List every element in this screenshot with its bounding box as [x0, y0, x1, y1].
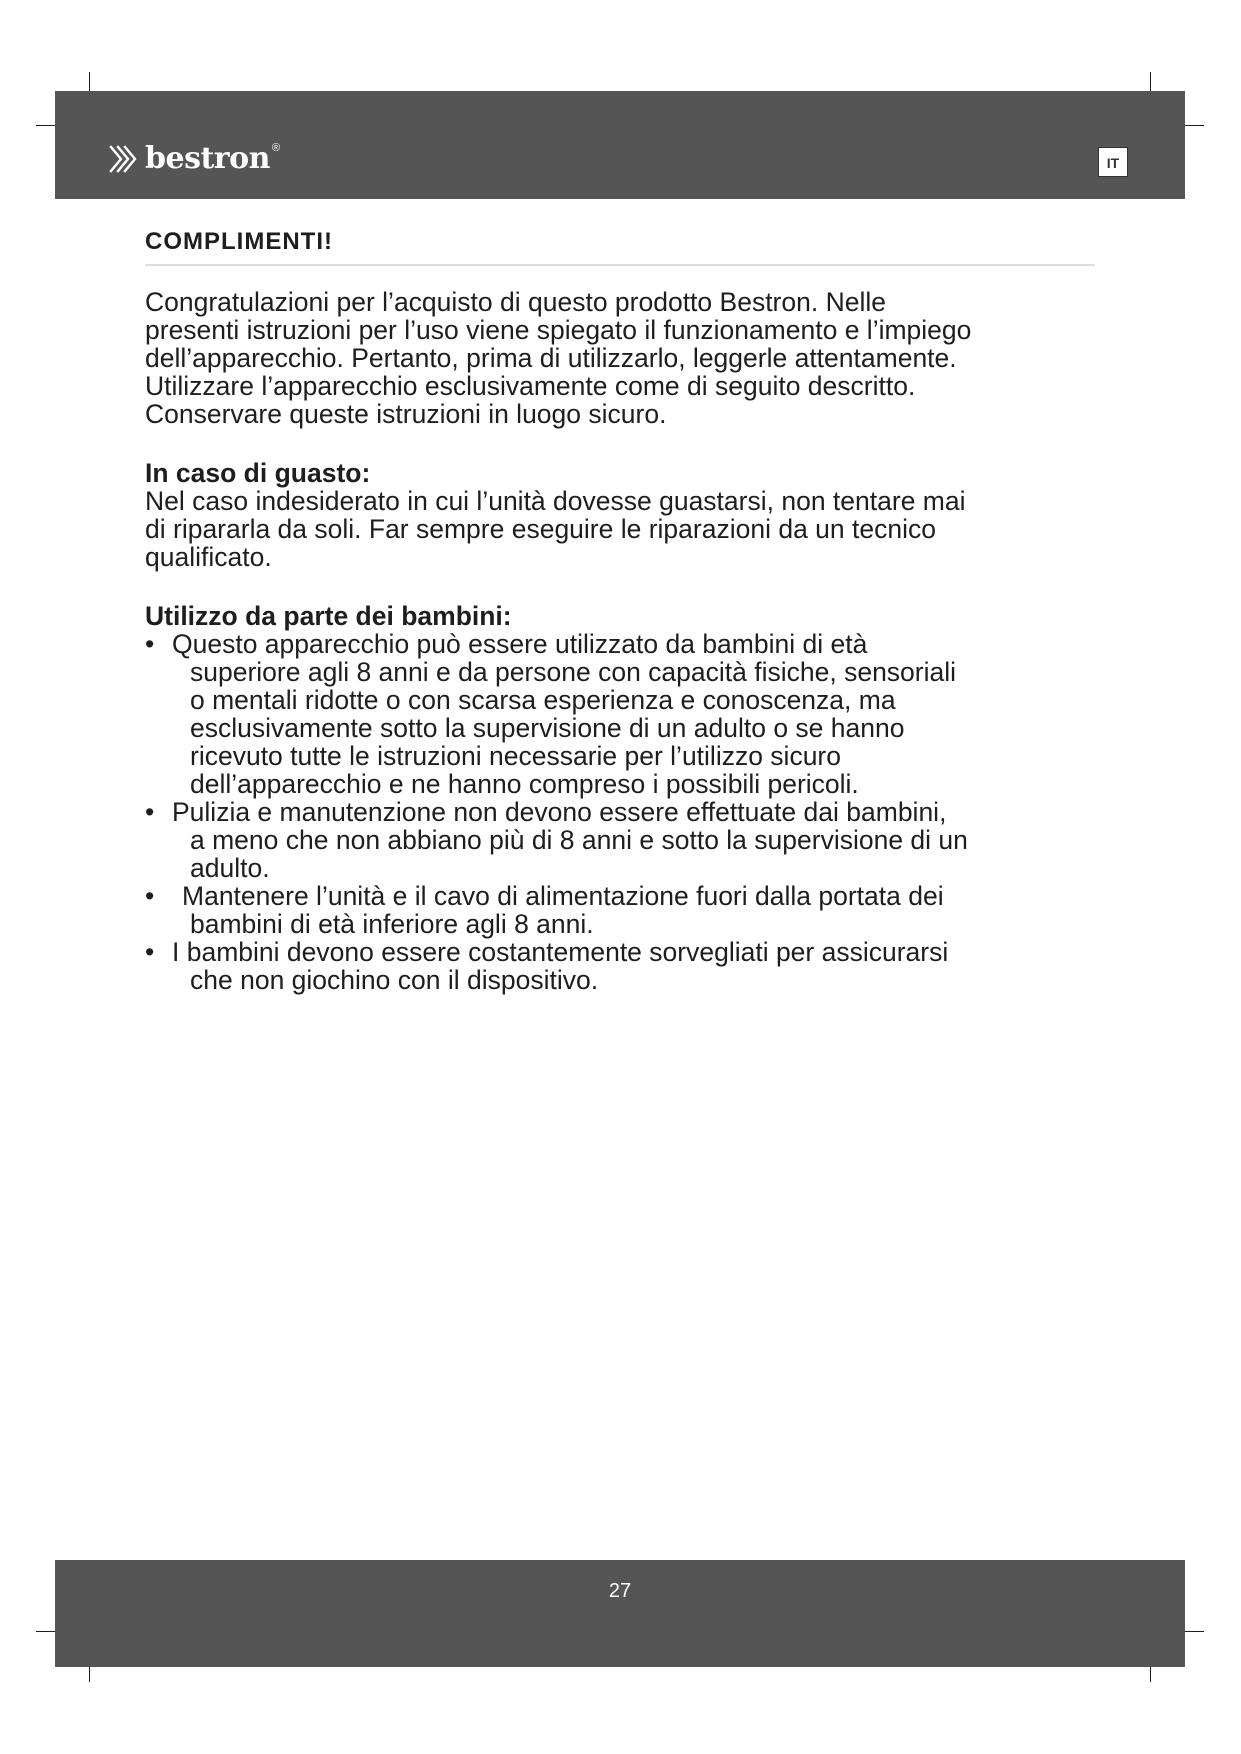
bullet-icon: •: [145, 937, 155, 967]
list-item: [145, 938, 1100, 994]
brand-name: bestron: [145, 141, 270, 176]
brand-logo: [105, 141, 280, 177]
children-section: [145, 602, 1100, 994]
list-item: [145, 630, 1100, 798]
language-badge: IT: [1098, 147, 1128, 177]
text-line: bambini di età inferiore agli 8 anni.: [190, 909, 594, 939]
list-item: [145, 798, 1100, 882]
text-line: presenti istruzioni per l’uso viene spiegato il funzionamento e l’impiego: [145, 315, 972, 345]
text-line: qualificato.: [145, 542, 272, 572]
text-line: dell’apparecchio e ne hanno compreso i possibili pericoli.: [190, 769, 859, 799]
list-item: [145, 882, 1100, 938]
text-line: Conservare queste istruzioni in luogo sicuro.: [145, 399, 667, 429]
bullet-icon: •: [145, 881, 155, 911]
section-title: Utilizzo da parte dei bambini:: [145, 601, 512, 631]
text-line: Mantenere l’unità e il cavo di alimentazione fuori dalla portata dei: [182, 881, 944, 911]
text-line: dell’apparecchio. Pertanto, prima di utilizzarlo, leggerle attentamente.: [145, 343, 957, 373]
text-line: Questo apparecchio può essere utilizzato da bambini di età: [172, 629, 868, 659]
text-line: di ripararla da soli. Far sempre eseguire le riparazioni da un tecnico: [145, 514, 936, 544]
section-title: In caso di guasto:: [145, 458, 371, 488]
bullet-list: [145, 630, 1100, 994]
page-title: COMPLIMENTI!: [145, 228, 1095, 266]
bestron-chevron-logo-icon: [105, 141, 139, 177]
text-line: o mentali ridotte o con scarsa esperienza e conoscenza, ma: [190, 685, 896, 715]
registered-mark: ®: [271, 142, 281, 154]
text-line: I bambini devono essere costantemente sorvegliati per assicurarsi: [172, 937, 949, 967]
text-line: a meno che non abbiano più di 8 anni e sotto la supervisione di un: [190, 825, 968, 855]
text-line: esclusivamente sotto la supervisione di un adulto o se hanno: [190, 713, 905, 743]
text-line: ricevuto tutte le istruzioni necessarie per l’utilizzo sicuro: [190, 741, 841, 771]
header-bar: [55, 91, 1185, 199]
text-line: Congratulazioni per l’acquisto di questo prodotto Bestron. Nelle: [145, 287, 886, 317]
bullet-icon: •: [145, 629, 155, 659]
text-line: Nel caso indesiderato in cui l’unità dovesse guastarsi, non tentare mai: [145, 486, 966, 516]
text-line: che non giochino con il dispositivo.: [190, 965, 599, 995]
text-line: Utilizzare l’apparecchio esclusivamente come di seguito descritto.: [145, 371, 916, 401]
text-line: superiore agli 8 anni e da persone con capacità fisiche, sensoriali: [190, 657, 957, 687]
text-line: adulto.: [190, 853, 270, 883]
bullet-icon: •: [145, 797, 155, 827]
fault-section: [145, 459, 1100, 571]
page-content: [145, 228, 1100, 994]
fault-paragraph: [145, 487, 1100, 571]
intro-paragraph: [145, 288, 1100, 428]
page-number: 27: [608, 1580, 632, 1602]
footer-bar: [55, 1560, 1185, 1667]
text-line: Pulizia e manutenzione non devono essere effettuate dai bambini,: [172, 797, 947, 827]
